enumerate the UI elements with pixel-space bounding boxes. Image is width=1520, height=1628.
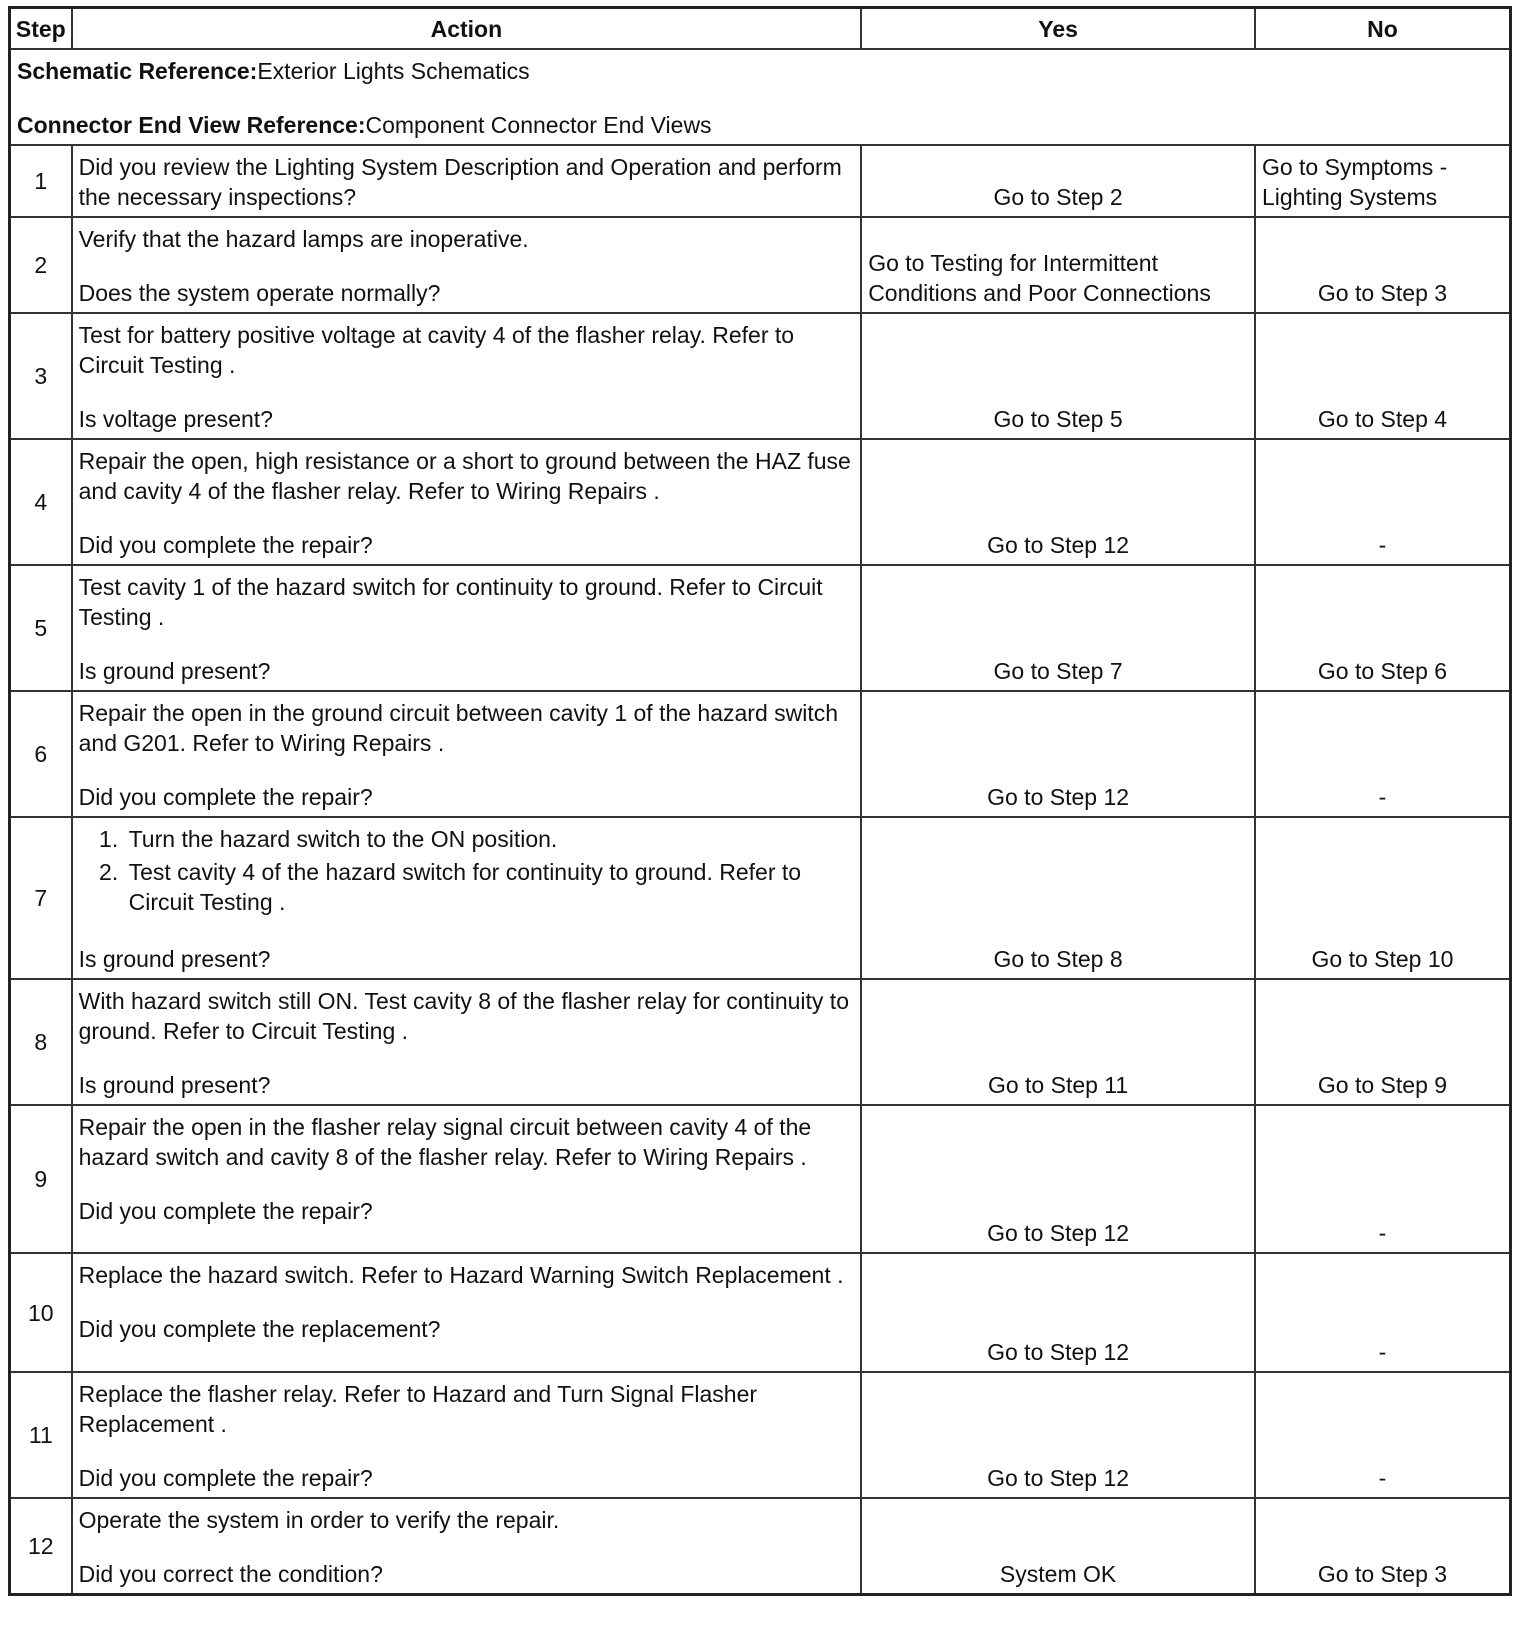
action-text: Repair the open in the flasher relay signal circuit between cavity 4 of the hazard switch and cavity 8 of the flasher relay. Refer to Wiring Repairs .	[78, 1114, 812, 1170]
no-result[interactable]: Go to Step 6	[1255, 565, 1511, 691]
action-cell	[72, 1105, 862, 1253]
header-no: No	[1255, 8, 1511, 50]
yes-result[interactable]: Go to Step 8	[861, 817, 1255, 979]
table-row	[10, 313, 1511, 439]
action-question: Did you complete the replacement?	[78, 1316, 441, 1342]
no-result: -	[1255, 439, 1511, 565]
header-step: Step	[10, 8, 72, 50]
table-row	[10, 439, 1511, 565]
action-question: Did you complete the repair?	[78, 1198, 373, 1224]
connector-reference-link[interactable]: Component Connector End Views	[365, 112, 712, 138]
step-number: 12	[10, 1498, 72, 1595]
action-text: Did you review the Lighting System Description and Operation and perform the necessary inspections?	[78, 154, 842, 210]
yes-result[interactable]: System OK	[861, 1498, 1255, 1595]
action-question: Did you complete the repair?	[78, 784, 373, 810]
step-number: 3	[10, 313, 72, 439]
action-text: Operate the system in order to verify the repair.	[78, 1507, 560, 1533]
reference-cell	[10, 49, 1511, 145]
yes-result[interactable]: Go to Step 5	[861, 313, 1255, 439]
action-list-item: 2. Test cavity 4 of the hazard switch for continuity to ground. Refer to Circuit Testing .	[125, 857, 855, 917]
reference-row	[10, 49, 1511, 145]
step-number: 5	[10, 565, 72, 691]
no-result[interactable]: Go to Step 4	[1255, 313, 1511, 439]
yes-result[interactable]: Go to Step 7	[861, 565, 1255, 691]
step-number: 6	[10, 691, 72, 817]
step-number: 8	[10, 979, 72, 1105]
step-number: 9	[10, 1105, 72, 1253]
action-cell	[72, 817, 862, 979]
action-text: Test cavity 1 of the hazard switch for continuity to ground. Refer to Circuit Testing .	[78, 574, 823, 630]
no-result: -	[1255, 1253, 1511, 1372]
header-action: Action	[72, 8, 862, 50]
no-result[interactable]: Go to Step 3	[1255, 217, 1511, 313]
action-text: Replace the hazard switch. Refer to Hazard Warning Switch Replacement .	[78, 1262, 844, 1288]
action-cell	[72, 1372, 862, 1498]
yes-result[interactable]: Go to Step 2	[861, 145, 1255, 217]
yes-result[interactable]: Go to Step 12	[861, 439, 1255, 565]
yes-result[interactable]: Go to Step 12	[861, 1372, 1255, 1498]
schematic-reference-label: Schematic Reference:	[17, 58, 258, 84]
table-row	[10, 145, 1511, 217]
action-cell	[72, 691, 862, 817]
action-cell	[72, 145, 862, 217]
no-result[interactable]: Go to Step 9	[1255, 979, 1511, 1105]
no-result: -	[1255, 691, 1511, 817]
no-result[interactable]: Go to Step 10	[1255, 817, 1511, 979]
step-number: 11	[10, 1372, 72, 1498]
action-list-item: 1. Turn the hazard switch to the ON position.	[125, 824, 855, 854]
action-question: Is ground present?	[78, 658, 271, 684]
diagnostic-table	[8, 6, 1512, 1596]
table-row	[10, 1372, 1511, 1498]
schematic-reference-link[interactable]: Exterior Lights Schematics	[257, 58, 530, 84]
yes-result[interactable]: Go to Testing for Intermittent Conditions and Poor Connections	[861, 217, 1255, 313]
step-number: 2	[10, 217, 72, 313]
action-question: Did you complete the repair?	[78, 532, 373, 558]
connector-reference	[17, 110, 1503, 140]
header-yes: Yes	[861, 8, 1255, 50]
yes-result[interactable]: Go to Step 11	[861, 979, 1255, 1105]
no-result: -	[1255, 1105, 1511, 1253]
action-question: Did you correct the condition?	[78, 1561, 383, 1587]
table-row	[10, 565, 1511, 691]
step-number: 10	[10, 1253, 72, 1372]
yes-result[interactable]: Go to Step 12	[861, 691, 1255, 817]
schematic-reference	[17, 56, 1503, 86]
action-question: Does the system operate normally?	[78, 280, 441, 306]
action-cell	[72, 565, 862, 691]
no-result[interactable]: Go to Step 3	[1255, 1498, 1511, 1595]
no-result: -	[1255, 1372, 1511, 1498]
step-number: 7	[10, 817, 72, 979]
table-row	[10, 1253, 1511, 1372]
table-row	[10, 1105, 1511, 1253]
action-cell	[72, 313, 862, 439]
no-result[interactable]: Go to Symptoms - Lighting Systems	[1255, 145, 1511, 217]
header-row	[10, 8, 1511, 50]
table-row	[10, 217, 1511, 313]
action-cell	[72, 439, 862, 565]
action-question: Is ground present?	[78, 946, 271, 972]
step-number: 4	[10, 439, 72, 565]
action-text: Test for battery positive voltage at cavity 4 of the flasher relay. Refer to Circuit Testing .	[78, 322, 795, 378]
connector-reference-label: Connector End View Reference:	[17, 112, 366, 138]
table-row	[10, 817, 1511, 979]
table-row	[10, 691, 1511, 817]
action-text: Verify that the hazard lamps are inoperative.	[78, 226, 529, 252]
action-text: Repair the open, high resistance or a short to ground between the HAZ fuse and cavity 4 of the flasher relay. Refer to Wiring Repairs .	[78, 448, 851, 504]
action-text: Repair the open in the ground circuit between cavity 1 of the hazard switch and G201. Refer to Wiring Repairs .	[78, 700, 839, 756]
action-text: With hazard switch still ON. Test cavity 8 of the flasher relay for continuity to ground. Refer to Circuit Testing .	[78, 988, 849, 1044]
action-cell	[72, 1498, 862, 1595]
table-row	[10, 979, 1511, 1105]
yes-result[interactable]: Go to Step 12	[861, 1253, 1255, 1372]
action-question: Did you complete the repair?	[78, 1465, 373, 1491]
action-question: Is voltage present?	[78, 406, 273, 432]
action-question: Is ground present?	[78, 1072, 271, 1098]
table-row	[10, 1498, 1511, 1595]
action-cell	[72, 217, 862, 313]
action-cell	[72, 1253, 862, 1372]
yes-result[interactable]: Go to Step 12	[861, 1105, 1255, 1253]
action-list	[79, 824, 855, 917]
step-number: 1	[10, 145, 72, 217]
action-cell	[72, 979, 862, 1105]
action-text: Replace the flasher relay. Refer to Hazard and Turn Signal Flasher Replacement .	[78, 1381, 758, 1437]
